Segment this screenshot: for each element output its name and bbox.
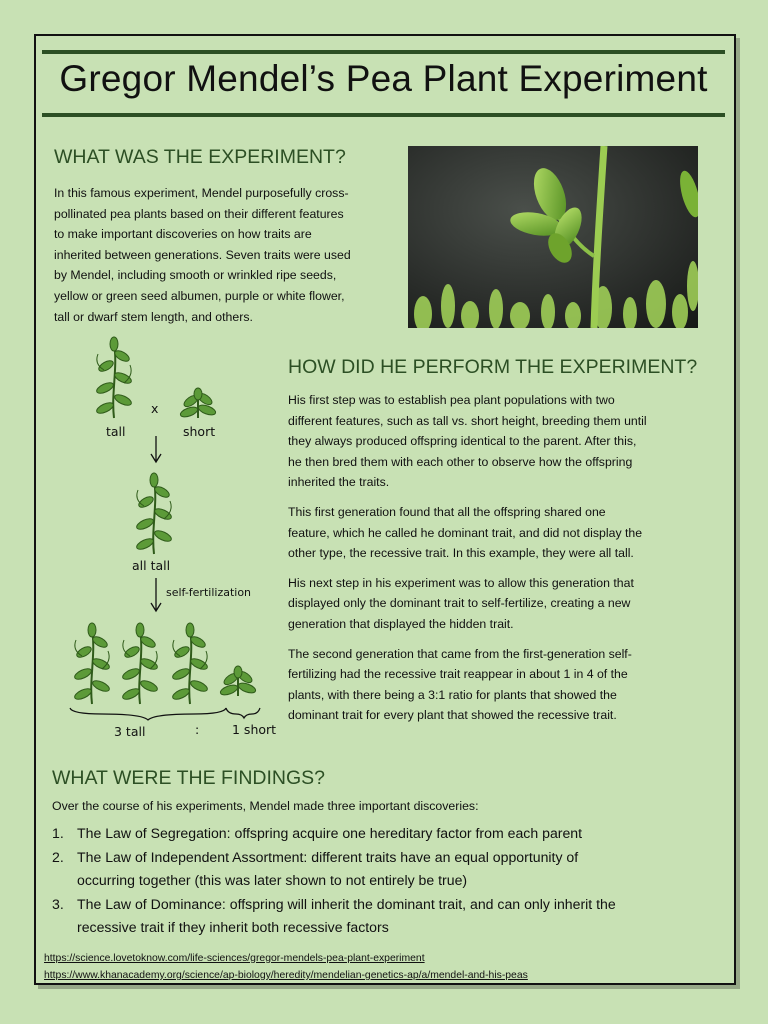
text-line: different features, such as tall vs. short height, breeding them until: [288, 413, 647, 428]
method-text: [288, 390, 708, 735]
cross-diagram: [58, 336, 278, 746]
text-line: inherited between generations. Seven traits were used: [54, 247, 351, 262]
text-line: This first generation found that all the offspring shared one: [288, 504, 606, 519]
self-fertilization-label: self-fertilization: [166, 586, 252, 599]
text-line: His first step was to establish pea plant populations with two: [288, 393, 615, 407]
title-rule-bottom: [42, 113, 725, 117]
text-line: yellow or green seed albumen, purple or white flower,: [54, 288, 345, 303]
text-line: he then bred them with each other to observe how the offspring: [288, 454, 633, 469]
text-line: The Law of Dominance: offspring will inherit the dominant trait, and can only inherit the: [77, 895, 616, 912]
tall-plant-icon: [121, 623, 159, 704]
tall-plant-icon: [171, 623, 209, 704]
experiment-heading: WHAT WAS THE EXPERIMENT?: [54, 146, 346, 168]
text-line: other type, the recessive trait. In this example, they were all tall.: [288, 546, 634, 561]
page-title: Gregor Mendel’s Pea Plant Experiment: [59, 58, 708, 99]
text-line: by Mendel, including smooth or wrinkled ripe seeds,: [54, 268, 337, 283]
text-line: feature, which he called he dominant trait, and did not display the: [288, 525, 643, 540]
text-line: dominant trait for every plant that showed the recessive trait.: [288, 708, 617, 723]
bracket-short: [226, 708, 260, 718]
findings-intro: Over the course of his experiments, Mendel made three important discoveries:: [52, 799, 479, 813]
method-heading: HOW DID HE PERFORM THE EXPERIMENT?: [288, 356, 698, 378]
list-item: [52, 893, 722, 940]
short-plant-icon: [179, 388, 217, 419]
list-number: 3.: [52, 895, 64, 912]
text-line: occurring together (this was later shown to not entirely be true): [77, 872, 468, 889]
all-tall-label: all tall: [132, 558, 171, 573]
references: [44, 950, 528, 984]
tall-plant-icon: [73, 623, 111, 704]
list-number: 2.: [52, 848, 64, 865]
arrow-down-icon: [151, 436, 161, 462]
reference-link-lovetoknow[interactable]: https://science.lovetoknow.com/life-sciences/gregor-mendels-pea-plant-experiment: [44, 953, 425, 964]
text-line: generation that displayed the hidden trait.: [288, 616, 514, 631]
text-line: The Law of Independent Assortment: different traits have an equal opportunity of: [77, 848, 579, 865]
text-line: inherited the traits.: [288, 475, 390, 490]
list-number: 1.: [52, 825, 64, 841]
arrow-down-icon: [151, 578, 161, 611]
tall-label: tall: [106, 424, 126, 439]
pea-sprout-photo: [408, 146, 698, 328]
list-item: [52, 822, 722, 846]
text-line: fertilizing had the recessive trait reappear in about 1 in 4 of the: [288, 667, 628, 682]
text-line: pollinated pea plants based on their different features: [54, 206, 344, 221]
ratio-colon: :: [195, 722, 200, 737]
text-line: plants, with there being a 3:1 ratio for plants that showed the: [288, 687, 617, 702]
text-line: His next step in his experiment was to allow this generation that: [288, 575, 634, 590]
text-line: displayed only the dominant trait to self-fertilize, creating a new: [288, 596, 631, 611]
one-short-label: 1 short: [232, 722, 277, 737]
paragraph: [288, 644, 708, 726]
title-rule-top: [42, 50, 725, 54]
text-line: In this famous experiment, Mendel purposefully cross-: [54, 186, 349, 200]
short-plant-icon: [219, 666, 257, 697]
text-line: recessive trait if they inherit both recessive factors: [77, 919, 389, 936]
text-line: The Law of Segregation: offspring acquire one hereditary factor from each parent: [77, 825, 583, 841]
text-line: they always produced offspring identical to the parent. After this,: [288, 434, 637, 449]
short-label: short: [183, 424, 216, 439]
findings-list: [52, 822, 722, 940]
paragraph: [288, 502, 708, 564]
tall-plant-icon: [95, 337, 133, 418]
text-line: tall or dwarf stem length, and others.: [54, 309, 253, 324]
list-item: [52, 846, 722, 893]
cross-symbol: x: [151, 401, 159, 416]
reference-link-khanacademy[interactable]: https://www.khanacademy.org/science/ap-biology/heredity/mendelian-genetics-ap/a/mendel-and-his-peas: [44, 970, 528, 981]
paragraph: [288, 573, 708, 635]
text-line: The second generation that came from the first-generation self-: [288, 646, 632, 661]
text-line: to make important discoveries on how traits are: [54, 227, 312, 242]
findings-heading: WHAT WERE THE FINDINGS?: [52, 767, 326, 789]
experiment-description: [54, 183, 399, 327]
paragraph: [288, 390, 708, 493]
three-tall-label: 3 tall: [114, 724, 146, 739]
tall-plant-icon: [135, 473, 173, 554]
bracket-tall: [70, 708, 226, 720]
